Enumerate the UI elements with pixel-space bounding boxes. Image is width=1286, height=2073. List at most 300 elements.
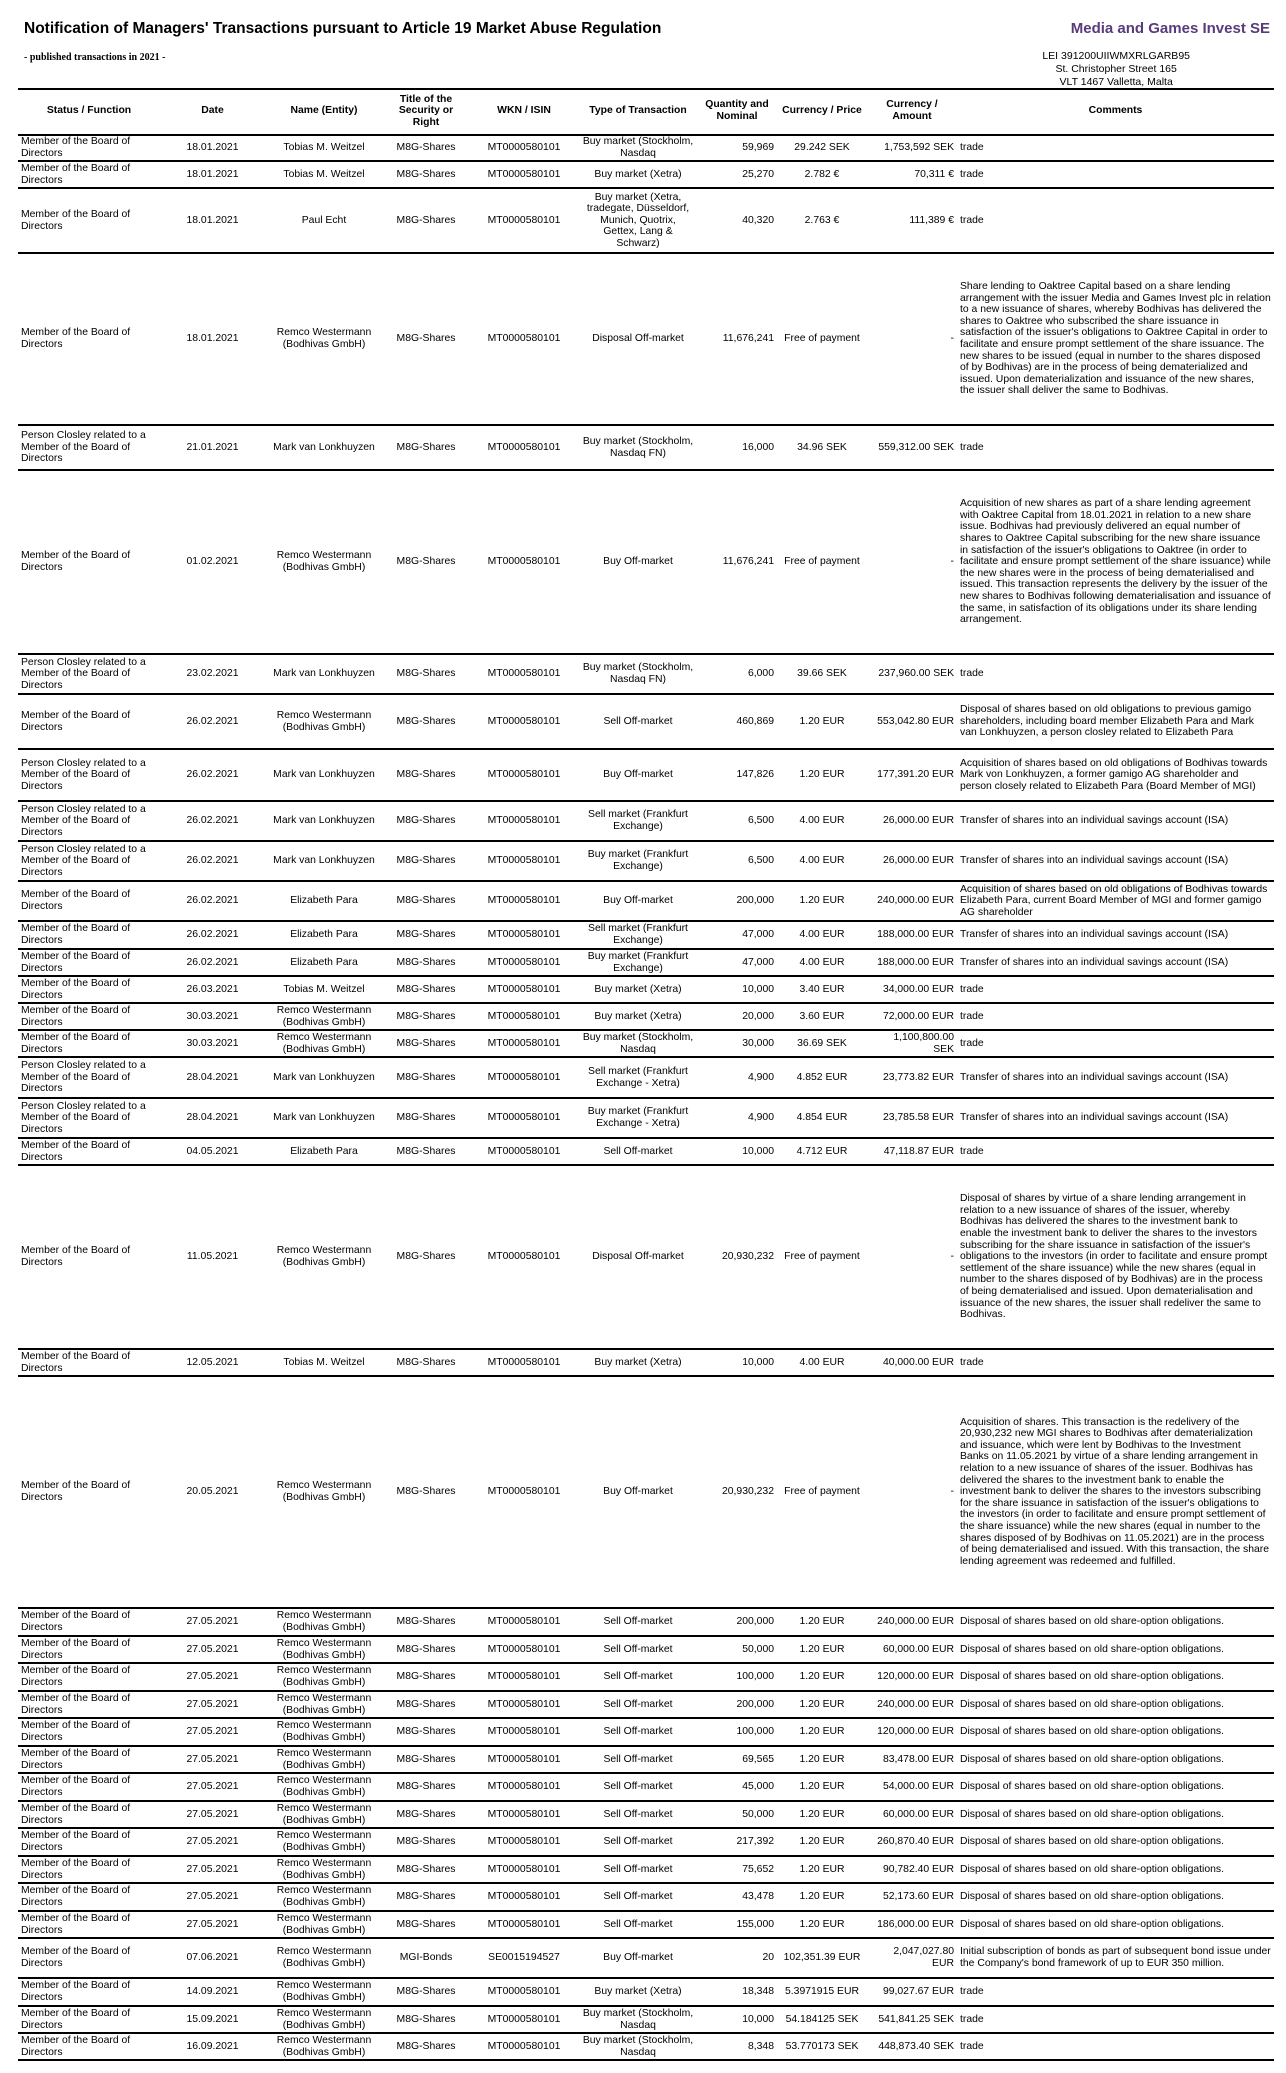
cell-comments: Disposal of shares based on old share-option obligations. <box>957 1911 1274 1938</box>
cell-date: 12.05.2021 <box>160 1349 265 1376</box>
cell-isin: MT0000580101 <box>469 1349 579 1376</box>
cell-name: Remco Westermann (Bodhivas GmbH) <box>265 1938 383 1978</box>
cell-quantity: 10,000 <box>697 1349 777 1376</box>
page-title: Notification of Managers' Transactions pursuant to Article 19 Market Abuse Regulation <box>24 20 662 37</box>
cell-status: Member of the Board of Directors <box>18 1911 160 1938</box>
cell-quantity: 8,348 <box>697 2033 777 2060</box>
table-row <box>18 1636 1274 1663</box>
cell-comments: Transfer of shares into an individual savings account (ISA) <box>957 841 1274 881</box>
cell-comments: Disposal of shares based on old share-option obligations. <box>957 1801 1274 1828</box>
cell-comments: Disposal of shares based on old share-option obligations. <box>957 1883 1274 1911</box>
cell-type: Buy market (Stockholm, Nasdaq <box>579 2033 697 2060</box>
cell-date: 27.05.2021 <box>160 1856 265 1883</box>
cell-isin: MT0000580101 <box>469 1828 579 1856</box>
cell-comments: Transfer of shares into an individual savings account (ISA) <box>957 801 1274 841</box>
cell-name: Remco Westermann (Bodhivas GmbH) <box>265 1718 383 1746</box>
cell-quantity: 4,900 <box>697 1098 777 1138</box>
cell-security: M8G-Shares <box>383 1349 469 1376</box>
table-row <box>18 2006 1274 2033</box>
cell-comments: trade <box>957 2006 1274 2033</box>
cell-amount: 1,753,592 SEK <box>867 135 957 161</box>
cell-isin: MT0000580101 <box>469 976 579 1003</box>
cell-comments: Transfer of shares into an individual savings account (ISA) <box>957 949 1274 976</box>
cell-date: 04.05.2021 <box>160 1138 265 1165</box>
cell-security: M8G-Shares <box>383 1030 469 1057</box>
cell-type: Buy market (Xetra, tradegate, Düsseldorf, Munich, Quotrix, Gettex, Lang & Schwarz) <box>579 188 697 253</box>
table-row <box>18 1663 1274 1691</box>
cell-type: Buy market (Frankfurt Exchange) <box>579 949 697 976</box>
cell-name: Remco Westermann (Bodhivas GmbH) <box>265 1773 383 1801</box>
cell-quantity: 16,000 <box>697 425 777 470</box>
cell-status: Member of the Board of Directors <box>18 1165 160 1349</box>
cell-comments: Disposal of shares based on old share-option obligations. <box>957 1691 1274 1718</box>
cell-status: Member of the Board of Directors <box>18 253 160 425</box>
cell-status: Member of the Board of Directors <box>18 1349 160 1376</box>
cell-type: Buy market (Xetra) <box>579 976 697 1003</box>
cell-date: 27.05.2021 <box>160 1801 265 1828</box>
cell-price: Free of payment <box>777 470 867 654</box>
cell-type: Sell Off-market <box>579 1636 697 1663</box>
cell-comments: Transfer of shares into an individual savings account (ISA) <box>957 1057 1274 1098</box>
cell-type: Buy Off-market <box>579 749 697 801</box>
cell-name: Tobias M. Weitzel <box>265 135 383 161</box>
cell-isin: MT0000580101 <box>469 1691 579 1718</box>
cell-comments: trade <box>957 654 1274 694</box>
cell-security: M8G-Shares <box>383 949 469 976</box>
cell-comments: trade <box>957 161 1274 188</box>
col-header-status: Status / Function <box>18 89 160 135</box>
cell-name: Remco Westermann (Bodhivas GmbH) <box>265 1636 383 1663</box>
cell-price: 4.00 EUR <box>777 801 867 841</box>
table-row <box>18 1098 1274 1138</box>
cell-type: Buy market (Xetra) <box>579 161 697 188</box>
cell-name: Remco Westermann (Bodhivas GmbH) <box>265 1376 383 1608</box>
cell-security: M8G-Shares <box>383 1691 469 1718</box>
cell-status: Member of the Board of Directors <box>18 881 160 921</box>
cell-name: Mark van Lonkhuyzen <box>265 654 383 694</box>
cell-type: Sell Off-market <box>579 694 697 749</box>
cell-type: Disposal Off-market <box>579 1165 697 1349</box>
cell-name: Remco Westermann (Bodhivas GmbH) <box>265 470 383 654</box>
cell-price: Free of payment <box>777 1165 867 1349</box>
cell-name: Remco Westermann (Bodhivas GmbH) <box>265 2006 383 2033</box>
cell-amount: 23,785.58 EUR <box>867 1098 957 1138</box>
page-subtitle: - published transactions in 2021 - <box>24 52 166 63</box>
cell-date: 27.05.2021 <box>160 1911 265 1938</box>
cell-comments: trade <box>957 188 1274 253</box>
cell-type: Sell market (Frankfurt Exchange) <box>579 921 697 949</box>
cell-isin: MT0000580101 <box>469 2033 579 2060</box>
cell-quantity: 200,000 <box>697 881 777 921</box>
cell-comments: Acquisition of shares. This transaction is the redelivery of the 20,930,232 new MGI shares to Bodhivas after dematerialization and issuance, which were lent by Bodhivas to the Investment Banks on 11.05.2021 by virtue of a share lending arrangement in relation to a new issuance of shares of the issuer. Bodhivas has delivered the shares to the investment bank to enable the investment bank to deliver the shares to the investors subscribing for the share issuance in satisfaction of the issuer's obligations to the investors (in order to facilitate and ensure prompt settlement of the share issuance) while the new shares (equal in number to the shares disposed of by Bodhivas on 11.05.2021) are in the process of being dematerialised and issued. With this transaction, the share lending agreement was redeemed and fulfilled. <box>957 1376 1274 1608</box>
cell-name: Mark van Lonkhuyzen <box>265 1098 383 1138</box>
cell-name: Mark van Lonkhuyzen <box>265 425 383 470</box>
cell-amount: 188,000.00 EUR <box>867 921 957 949</box>
cell-quantity: 25,270 <box>697 161 777 188</box>
cell-name: Remco Westermann (Bodhivas GmbH) <box>265 1856 383 1883</box>
cell-type: Sell Off-market <box>579 1773 697 1801</box>
cell-isin: MT0000580101 <box>469 188 579 253</box>
cell-name: Remco Westermann (Bodhivas GmbH) <box>265 694 383 749</box>
cell-status: Member of the Board of Directors <box>18 161 160 188</box>
cell-price: 2.763 € <box>777 188 867 253</box>
cell-comments: Disposal of shares based on old share-option obligations. <box>957 1746 1274 1773</box>
col-header-date: Date <box>160 89 265 135</box>
cell-price: 1.20 EUR <box>777 1691 867 1718</box>
table-row <box>18 976 1274 1003</box>
transactions-table <box>18 88 1274 2061</box>
cell-status: Member of the Board of Directors <box>18 1663 160 1691</box>
cell-status: Member of the Board of Directors <box>18 1691 160 1718</box>
cell-amount: 90,782.40 EUR <box>867 1856 957 1883</box>
cell-security: M8G-Shares <box>383 1003 469 1030</box>
cell-isin: MT0000580101 <box>469 921 579 949</box>
cell-isin: MT0000580101 <box>469 1030 579 1057</box>
cell-name: Mark van Lonkhuyzen <box>265 801 383 841</box>
table-row <box>18 694 1274 749</box>
cell-isin: MT0000580101 <box>469 1098 579 1138</box>
table-row <box>18 1165 1274 1349</box>
cell-security: M8G-Shares <box>383 1718 469 1746</box>
table-row <box>18 1718 1274 1746</box>
cell-date: 27.05.2021 <box>160 1828 265 1856</box>
cell-type: Sell Off-market <box>579 1746 697 1773</box>
cell-date: 27.05.2021 <box>160 1773 265 1801</box>
cell-quantity: 45,000 <box>697 1773 777 1801</box>
cell-quantity: 147,826 <box>697 749 777 801</box>
cell-type: Sell Off-market <box>579 1138 697 1165</box>
cell-isin: MT0000580101 <box>469 1003 579 1030</box>
cell-type: Sell Off-market <box>579 1691 697 1718</box>
cell-status: Member of the Board of Directors <box>18 1376 160 1608</box>
cell-name: Paul Echt <box>265 188 383 253</box>
cell-type: Buy Off-market <box>579 881 697 921</box>
cell-date: 16.09.2021 <box>160 2033 265 2060</box>
cell-security: M8G-Shares <box>383 1663 469 1691</box>
cell-quantity: 100,000 <box>697 1718 777 1746</box>
cell-amount: 240,000.00 EUR <box>867 881 957 921</box>
cell-status: Member of the Board of Directors <box>18 1138 160 1165</box>
cell-amount: 237,960.00 SEK <box>867 654 957 694</box>
cell-price: 1.20 EUR <box>777 1911 867 1938</box>
cell-comments: Disposal of shares by virtue of a share lending arrangement in relation to a new issuance of shares of the issuer, whereby Bodhivas has delivered the shares to the investment bank to enable the investment bank to deliver the shares to the investors subscribing for the share issuance in satisfaction of the issuer's obligations to the investors (in order to facilitate and ensure prompt settlement of the share issuance) while the new shares (equal in number to the shares disposed of by Bodhivas) are in the process of being dematerialised and issued. Upon dematerialisation and issuance of the new shares, the issuer shall redeliver the same to Bodhivas. <box>957 1165 1274 1349</box>
cell-comments: Disposal of shares based on old share-option obligations. <box>957 1828 1274 1856</box>
cell-amount: 448,873.40 SEK <box>867 2033 957 2060</box>
cell-price: 1.20 EUR <box>777 1746 867 1773</box>
cell-security: M8G-Shares <box>383 2033 469 2060</box>
cell-security: M8G-Shares <box>383 1376 469 1608</box>
cell-amount: 60,000.00 EUR <box>867 1801 957 1828</box>
cell-price: 1.20 EUR <box>777 1636 867 1663</box>
cell-quantity: 47,000 <box>697 921 777 949</box>
col-header-comments: Comments <box>957 89 1274 135</box>
cell-type: Buy Off-market <box>579 1376 697 1608</box>
cell-type: Buy market (Xetra) <box>579 1349 697 1376</box>
cell-amount: 26,000.00 EUR <box>867 801 957 841</box>
cell-price: 1.20 EUR <box>777 749 867 801</box>
cell-price: 53.770173 SEK <box>777 2033 867 2060</box>
cell-comments: trade <box>957 1030 1274 1057</box>
cell-isin: MT0000580101 <box>469 1138 579 1165</box>
col-header-security: Title of the Security or Right <box>383 89 469 135</box>
cell-amount: - <box>867 253 957 425</box>
cell-security: MGI-Bonds <box>383 1938 469 1978</box>
cell-amount: 60,000.00 EUR <box>867 1636 957 1663</box>
cell-security: M8G-Shares <box>383 654 469 694</box>
table-row <box>18 1978 1274 2006</box>
cell-price: 1.20 EUR <box>777 1718 867 1746</box>
col-header-name: Name (Entity) <box>265 89 383 135</box>
cell-name: Remco Westermann (Bodhivas GmbH) <box>265 1691 383 1718</box>
cell-security: M8G-Shares <box>383 1098 469 1138</box>
cell-price: 1.20 EUR <box>777 1828 867 1856</box>
cell-quantity: 50,000 <box>697 1801 777 1828</box>
col-header-type: Type of Transaction <box>579 89 697 135</box>
cell-quantity: 155,000 <box>697 1911 777 1938</box>
cell-amount: 2,047,027.80 EUR <box>867 1938 957 1978</box>
cell-isin: MT0000580101 <box>469 1746 579 1773</box>
table-row <box>18 161 1274 188</box>
cell-type: Sell market (Frankfurt Exchange) <box>579 801 697 841</box>
cell-date: 26.02.2021 <box>160 801 265 841</box>
cell-type: Sell Off-market <box>579 1856 697 1883</box>
cell-status: Member of the Board of Directors <box>18 188 160 253</box>
cell-type: Buy market (Stockholm, Nasdaq <box>579 135 697 161</box>
cell-type: Sell Off-market <box>579 1718 697 1746</box>
cell-type: Disposal Off-market <box>579 253 697 425</box>
cell-isin: MT0000580101 <box>469 1773 579 1801</box>
cell-date: 27.05.2021 <box>160 1746 265 1773</box>
table-row <box>18 425 1274 470</box>
cell-name: Elizabeth Para <box>265 921 383 949</box>
cell-date: 27.05.2021 <box>160 1883 265 1911</box>
cell-quantity: 200,000 <box>697 1691 777 1718</box>
cell-amount: 240,000.00 EUR <box>867 1608 957 1636</box>
cell-isin: MT0000580101 <box>469 1978 579 2006</box>
cell-date: 27.05.2021 <box>160 1691 265 1718</box>
cell-name: Remco Westermann (Bodhivas GmbH) <box>265 1003 383 1030</box>
cell-type: Sell Off-market <box>579 1663 697 1691</box>
cell-isin: MT0000580101 <box>469 1856 579 1883</box>
cell-comments: trade <box>957 2033 1274 2060</box>
cell-quantity: 10,000 <box>697 1138 777 1165</box>
cell-amount: 52,173.60 EUR <box>867 1883 957 1911</box>
cell-status: Member of the Board of Directors <box>18 470 160 654</box>
cell-quantity: 4,900 <box>697 1057 777 1098</box>
cell-status: Member of the Board of Directors <box>18 1938 160 1978</box>
cell-security: M8G-Shares <box>383 749 469 801</box>
cell-status: Member of the Board of Directors <box>18 1856 160 1883</box>
cell-comments: Acquisition of shares based on old obligations of Bodhivas towards Elizabeth Para, current Board Member of MGI and former gamigo AG shareholder <box>957 881 1274 921</box>
cell-amount: 70,311 € <box>867 161 957 188</box>
cell-comments: Disposal of shares based on old share-option obligations. <box>957 1718 1274 1746</box>
cell-security: M8G-Shares <box>383 425 469 470</box>
cell-comments: Disposal of shares based on old share-option obligations. <box>957 1608 1274 1636</box>
table-row <box>18 801 1274 841</box>
cell-date: 01.02.2021 <box>160 470 265 654</box>
cell-status: Member of the Board of Directors <box>18 1030 160 1057</box>
cell-security: M8G-Shares <box>383 2006 469 2033</box>
cell-type: Buy market (Stockholm, Nasdaq <box>579 1030 697 1057</box>
table-row <box>18 1057 1274 1098</box>
cell-amount: 26,000.00 EUR <box>867 841 957 881</box>
cell-quantity: 43,478 <box>697 1883 777 1911</box>
cell-security: M8G-Shares <box>383 1165 469 1349</box>
table-row <box>18 1828 1274 1856</box>
col-header-amount: Currency / Amount <box>867 89 957 135</box>
cell-amount: 120,000.00 EUR <box>867 1663 957 1691</box>
cell-type: Buy Off-market <box>579 470 697 654</box>
cell-status: Member of the Board of Directors <box>18 1883 160 1911</box>
cell-date: 27.05.2021 <box>160 1608 265 1636</box>
cell-name: Mark van Lonkhuyzen <box>265 841 383 881</box>
table-row <box>18 2033 1274 2060</box>
cell-quantity: 6,000 <box>697 654 777 694</box>
cell-price: 36.69 SEK <box>777 1030 867 1057</box>
cell-price: 102,351.39 EUR <box>777 1938 867 1978</box>
cell-quantity: 40,320 <box>697 188 777 253</box>
cell-name: Elizabeth Para <box>265 881 383 921</box>
cell-amount: 72,000.00 EUR <box>867 1003 957 1030</box>
cell-price: 39.66 SEK <box>777 654 867 694</box>
company-street: St. Christopher Street 165 <box>1055 63 1177 75</box>
cell-security: M8G-Shares <box>383 1057 469 1098</box>
cell-security: M8G-Shares <box>383 135 469 161</box>
table-row <box>18 841 1274 881</box>
cell-quantity: 20,930,232 <box>697 1376 777 1608</box>
cell-security: M8G-Shares <box>383 694 469 749</box>
cell-type: Sell Off-market <box>579 1608 697 1636</box>
cell-amount: 47,118.87 EUR <box>867 1138 957 1165</box>
cell-date: 18.01.2021 <box>160 135 265 161</box>
table-row <box>18 1746 1274 1773</box>
cell-quantity: 75,652 <box>697 1856 777 1883</box>
cell-quantity: 10,000 <box>697 2006 777 2033</box>
cell-name: Remco Westermann (Bodhivas GmbH) <box>265 2033 383 2060</box>
cell-comments: Acquisition of new shares as part of a share lending agreement with Oaktree Capital from 18.01.2021 in relation to a new share issue. Bodhivas had previously delivered an equal number of shares to Oaktree Capital subscribing for the new share issuance in satisfaction of the issuer's obligations to Oaktree (in order to facilitate and ensure prompt settlement of the share issuance) while the new shares were in the process of being dematerialised and issued. This transaction represents the delivery by the issuer of the new shares to Bodhivas following dematerialisation and issuance of the same, in satisfaction of its obligations under its share lending arrangement. <box>957 470 1274 654</box>
cell-price: 4.00 EUR <box>777 921 867 949</box>
cell-status: Person Closley related to a Member of the Board of Directors <box>18 1098 160 1138</box>
table-row <box>18 470 1274 654</box>
cell-quantity: 100,000 <box>697 1663 777 1691</box>
cell-amount: 186,000.00 EUR <box>867 1911 957 1938</box>
cell-date: 26.02.2021 <box>160 949 265 976</box>
cell-comments: Share lending to Oaktree Capital based on a share lending arrangement with the issuer Media and Games Invest plc in relation to a new issuance of shares, whereby Bodhivas has delivered the shares to Oaktree who subscribed the share issuance in satisfaction of the issuer's obligations to Oaktree Capital in order to facilitate and ensure prompt settlement of the share issuance. The new shares to be issued (equal in number to the shares disposed of by Bodhivas) are in the process of being dematerialized and issued. Upon dematerialization and issuance of the new shares, the issuer shall deliver the same to Bodhivas. <box>957 253 1274 425</box>
table-row <box>18 921 1274 949</box>
cell-price: 4.712 EUR <box>777 1138 867 1165</box>
table-row <box>18 1911 1274 1938</box>
cell-isin: MT0000580101 <box>469 470 579 654</box>
cell-comments: Disposal of shares based on old share-option obligations. <box>957 1636 1274 1663</box>
cell-name: Remco Westermann (Bodhivas GmbH) <box>265 253 383 425</box>
col-header-isin: WKN / ISIN <box>469 89 579 135</box>
table-row <box>18 881 1274 921</box>
cell-price: Free of payment <box>777 253 867 425</box>
cell-price: 4.854 EUR <box>777 1098 867 1138</box>
cell-date: 15.09.2021 <box>160 2006 265 2033</box>
table-row <box>18 1138 1274 1165</box>
cell-price: 1.20 EUR <box>777 694 867 749</box>
cell-date: 11.05.2021 <box>160 1165 265 1349</box>
cell-quantity: 20,930,232 <box>697 1165 777 1349</box>
cell-security: M8G-Shares <box>383 841 469 881</box>
cell-date: 20.05.2021 <box>160 1376 265 1608</box>
cell-isin: MT0000580101 <box>469 1883 579 1911</box>
cell-status: Member of the Board of Directors <box>18 1718 160 1746</box>
cell-comments: Disposal of shares based on old share-option obligations. <box>957 1856 1274 1883</box>
cell-name: Tobias M. Weitzel <box>265 161 383 188</box>
cell-amount: - <box>867 1376 957 1608</box>
cell-amount: - <box>867 470 957 654</box>
cell-security: M8G-Shares <box>383 1911 469 1938</box>
table-header-row <box>18 89 1274 135</box>
cell-price: 4.852 EUR <box>777 1057 867 1098</box>
cell-status: Member of the Board of Directors <box>18 1978 160 2006</box>
cell-comments: trade <box>957 1003 1274 1030</box>
cell-status: Person Closley related to a Member of the Board of Directors <box>18 841 160 881</box>
cell-amount: 1,100,800.00 SEK <box>867 1030 957 1057</box>
table-row <box>18 253 1274 425</box>
cell-quantity: 59,969 <box>697 135 777 161</box>
table-row <box>18 1030 1274 1057</box>
cell-price: 2.782 € <box>777 161 867 188</box>
cell-isin: MT0000580101 <box>469 1376 579 1608</box>
cell-quantity: 50,000 <box>697 1636 777 1663</box>
cell-price: 4.00 EUR <box>777 949 867 976</box>
cell-isin: MT0000580101 <box>469 1608 579 1636</box>
cell-date: 28.04.2021 <box>160 1057 265 1098</box>
cell-amount: 111,389 € <box>867 188 957 253</box>
cell-price: 1.20 EUR <box>777 1608 867 1636</box>
cell-date: 26.02.2021 <box>160 749 265 801</box>
cell-status: Member of the Board of Directors <box>18 1746 160 1773</box>
cell-security: M8G-Shares <box>383 1856 469 1883</box>
cell-type: Sell Off-market <box>579 1828 697 1856</box>
cell-type: Buy market (Stockholm, Nasdaq <box>579 2006 697 2033</box>
cell-name: Tobias M. Weitzel <box>265 1349 383 1376</box>
cell-isin: MT0000580101 <box>469 135 579 161</box>
cell-quantity: 460,869 <box>697 694 777 749</box>
cell-isin: MT0000580101 <box>469 1801 579 1828</box>
cell-price: 1.20 EUR <box>777 1856 867 1883</box>
cell-isin: MT0000580101 <box>469 1663 579 1691</box>
cell-quantity: 18,348 <box>697 1978 777 2006</box>
cell-status: Member of the Board of Directors <box>18 1828 160 1856</box>
cell-quantity: 20,000 <box>697 1003 777 1030</box>
cell-quantity: 20 <box>697 1938 777 1978</box>
cell-price: 54.184125 SEK <box>777 2006 867 2033</box>
cell-amount: 54,000.00 EUR <box>867 1773 957 1801</box>
cell-security: M8G-Shares <box>383 253 469 425</box>
cell-status: Member of the Board of Directors <box>18 949 160 976</box>
cell-quantity: 6,500 <box>697 801 777 841</box>
cell-name: Remco Westermann (Bodhivas GmbH) <box>265 1978 383 2006</box>
cell-type: Buy market (Frankfurt Exchange) <box>579 841 697 881</box>
cell-name: Mark van Lonkhuyzen <box>265 1057 383 1098</box>
cell-price: 4.00 EUR <box>777 1349 867 1376</box>
cell-isin: MT0000580101 <box>469 2006 579 2033</box>
cell-security: M8G-Shares <box>383 161 469 188</box>
company-name: Media and Games Invest SE <box>1070 20 1270 37</box>
cell-date: 26.03.2021 <box>160 976 265 1003</box>
cell-comments: Disposal of shares based on old share-option obligations. <box>957 1663 1274 1691</box>
cell-price: 3.60 EUR <box>777 1003 867 1030</box>
cell-status: Person Closley related to a Member of the Board of Directors <box>18 801 160 841</box>
cell-price: 1.20 EUR <box>777 1773 867 1801</box>
cell-isin: MT0000580101 <box>469 425 579 470</box>
cell-type: Buy market (Stockholm, Nasdaq FN) <box>579 654 697 694</box>
cell-price: 1.20 EUR <box>777 881 867 921</box>
